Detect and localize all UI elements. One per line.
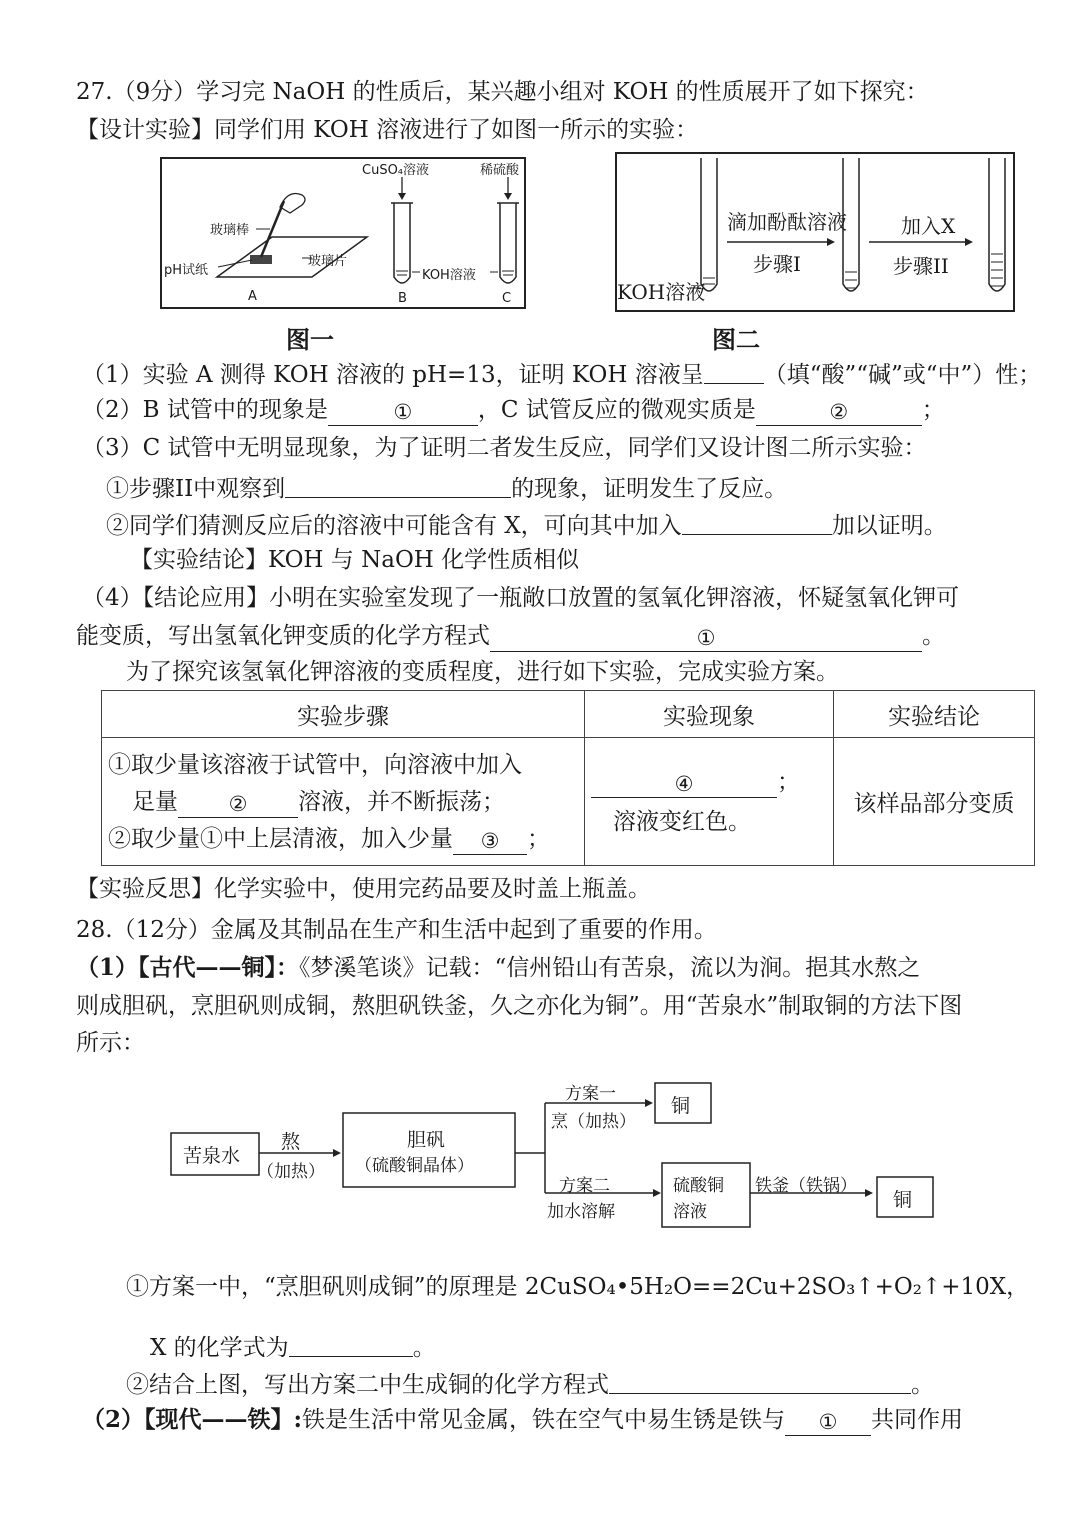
q28-sub1-line2: X 的化学式为 。 <box>150 1330 436 1363</box>
table-header-observation: 实验现象 <box>585 691 834 738</box>
label-glass-slide: 玻璃片 <box>308 254 348 269</box>
table-header-steps: 实验步骤 <box>102 691 585 738</box>
answer-blank-3-2[interactable] <box>682 510 832 535</box>
label-cuso4: CuSO₄溶液 <box>362 163 430 178</box>
table-header-conclusion: 实验结论 <box>834 691 1035 738</box>
q27-part3-sub2: ②同学们猜测反应后的溶液中可能含有 X，可向其中加入 加以证明。 <box>106 508 947 541</box>
answer-blank-table-2[interactable]: ② <box>178 793 298 818</box>
q27-part4-line2: 能变质，写出氢氧化钾变质的化学方程式 ① 。 <box>76 623 945 650</box>
answer-blank-table-4[interactable]: ④ <box>591 773 777 798</box>
q28-part1-line2: 则成胆矾，烹胆矾则成铜，熬胆矾铁釜，久之亦化为铜”。用“苦泉水”制取铜的方法下图 <box>76 993 963 1019</box>
label-glass-rod: 玻璃棒 <box>210 223 250 238</box>
flow-cuso4-solution-l2: 溶液 <box>673 1202 707 1222</box>
q27-part1: （1）实验 A 测得 KOH 溶液的 pH=13，证明 KOH 溶液呈 （填“酸”“碱”或“中”）性； <box>82 357 1041 390</box>
label-b: B <box>398 291 407 306</box>
label-add-x: 加入X <box>901 214 956 238</box>
figure-two-caption: 图二 <box>712 325 760 354</box>
q27-design: 【设计实验】同学们用 KOH 溶液进行了如图一所示的实验： <box>76 117 699 143</box>
answer-blank-1[interactable] <box>704 359 764 384</box>
q28-sub2: ②结合上图，写出方案二中生成铜的化学方程式 。 <box>126 1367 934 1400</box>
answer-blank-28-1[interactable] <box>289 1332 413 1357</box>
label-koh-solution: KOH溶液 <box>617 280 706 304</box>
flow-bitter-spring: 苦泉水 <box>183 1145 241 1167</box>
answer-blank-2-1[interactable]: ① <box>328 401 478 426</box>
answer-blank-3-1[interactable] <box>285 473 511 498</box>
q28-part1-line1: （1）【古代——铜】：《梦溪笔谈》记载：“信州铅山有苦泉，流以为涧。挹其水熬之 <box>76 954 921 981</box>
flow-plan2: 方案二 <box>559 1176 610 1196</box>
flow-chalcanthite: 胆矾 <box>407 1129 446 1151</box>
copper-flow-diagram <box>165 1075 945 1235</box>
experiment-table <box>101 690 1035 866</box>
label-ph-paper: pH试纸 <box>164 263 209 278</box>
q27-part3-sub1: ①步骤II中观察到 的现象，证明发生了反应。 <box>106 471 787 504</box>
label-add-phenolphthalein: 滴加酚酞溶液 <box>727 210 847 234</box>
q28-part2: （2）【现代——铁】:铁是生活中常见金属，铁在空气中易生锈是铁与 ① 共同作用 <box>82 1406 963 1434</box>
q27-title: 27.（9分）学习完 NaOH 的性质后，某兴趣小组对 KOH 的性质展开了如下探究： <box>76 79 929 105</box>
label-a: A <box>248 289 257 304</box>
table-cell-observation: ④ ； 溶液变红色。 <box>585 738 834 866</box>
figure-two <box>615 152 1015 312</box>
label-acid: 稀硫酸 <box>480 163 520 178</box>
figure-one-caption: 图一 <box>286 325 334 354</box>
table-cell-steps: ①取少量该溶液于试管中，向溶液中加入 足量 ② 溶液，并不断振荡； ②取少量①中上层清液，加入少量 ③ ； <box>102 738 585 866</box>
flow-boil: 熬 <box>281 1131 301 1153</box>
answer-blank-4-1[interactable]: ① <box>490 627 922 652</box>
q28-title: 28.（12分）金属及其制品在生产和生活中起到了重要的作用。 <box>76 917 717 943</box>
q28-sub1-line1: ①方案一中，“烹胆矾则成铜”的原理是 2CuSO₄•5H₂O==2Cu+2SO₃↑+O₂↑+10X， <box>126 1274 1030 1300</box>
q27-part2: （2）B 试管中的现象是 ① ，C 试管反应的微观实质是 ② ； <box>82 397 945 424</box>
flow-dissolve: 加水溶解 <box>547 1202 615 1222</box>
label-c: C <box>502 291 512 306</box>
answer-blank-2-2[interactable]: ② <box>756 401 922 426</box>
flow-iron-pot: 铁釜（铁锅） <box>755 1176 857 1196</box>
q27-part3: （3）C 试管中无明显现象，为了证明二者发生反应，同学们又设计图二所示实验： <box>82 435 927 461</box>
q27-part4-line1: （4）【结论应用】小明在实验室发现了一瓶敞口放置的氢氧化钾溶液，怀疑氢氧化钾可 <box>82 585 960 611</box>
q27-conclusion: 【实验结论】KOH 与 NaOH 化学性质相似 <box>130 547 580 573</box>
answer-blank-28-2[interactable] <box>609 1369 911 1394</box>
flow-heat: （加热） <box>257 1162 325 1182</box>
answer-blank-table-3[interactable]: ③ <box>453 830 527 855</box>
q27-part4-line3: 为了探究该氢氧化钾溶液的变质程度，进行如下实验，完成实验方案。 <box>126 659 839 685</box>
tube-1-shape <box>701 158 717 291</box>
flow-copper-sulfate-crystal: （硫酸铜晶体） <box>355 1156 474 1176</box>
q27-reflection: 【实验反思】化学实验中，使用完药品要及时盖上瓶盖。 <box>76 876 651 902</box>
flow-plan1: 方案一 <box>565 1084 616 1104</box>
label-step1: 步骤I <box>753 252 801 276</box>
flow-copper-2: 铜 <box>893 1189 913 1211</box>
label-koh: KOH溶液 <box>422 268 476 283</box>
q28-part1-line3: 所示： <box>76 1030 145 1056</box>
tube-3-shape <box>989 158 1005 291</box>
flow-cook: 烹（加热） <box>551 1112 636 1132</box>
answer-blank-28-3[interactable]: ① <box>785 1411 871 1436</box>
table-cell-conclusion: 该样品部分变质 <box>834 738 1035 866</box>
label-step2: 步骤II <box>893 254 949 278</box>
figure-one <box>160 157 526 309</box>
flow-copper-1: 铜 <box>671 1095 691 1117</box>
flow-cuso4-solution-l1: 硫酸铜 <box>673 1176 724 1196</box>
